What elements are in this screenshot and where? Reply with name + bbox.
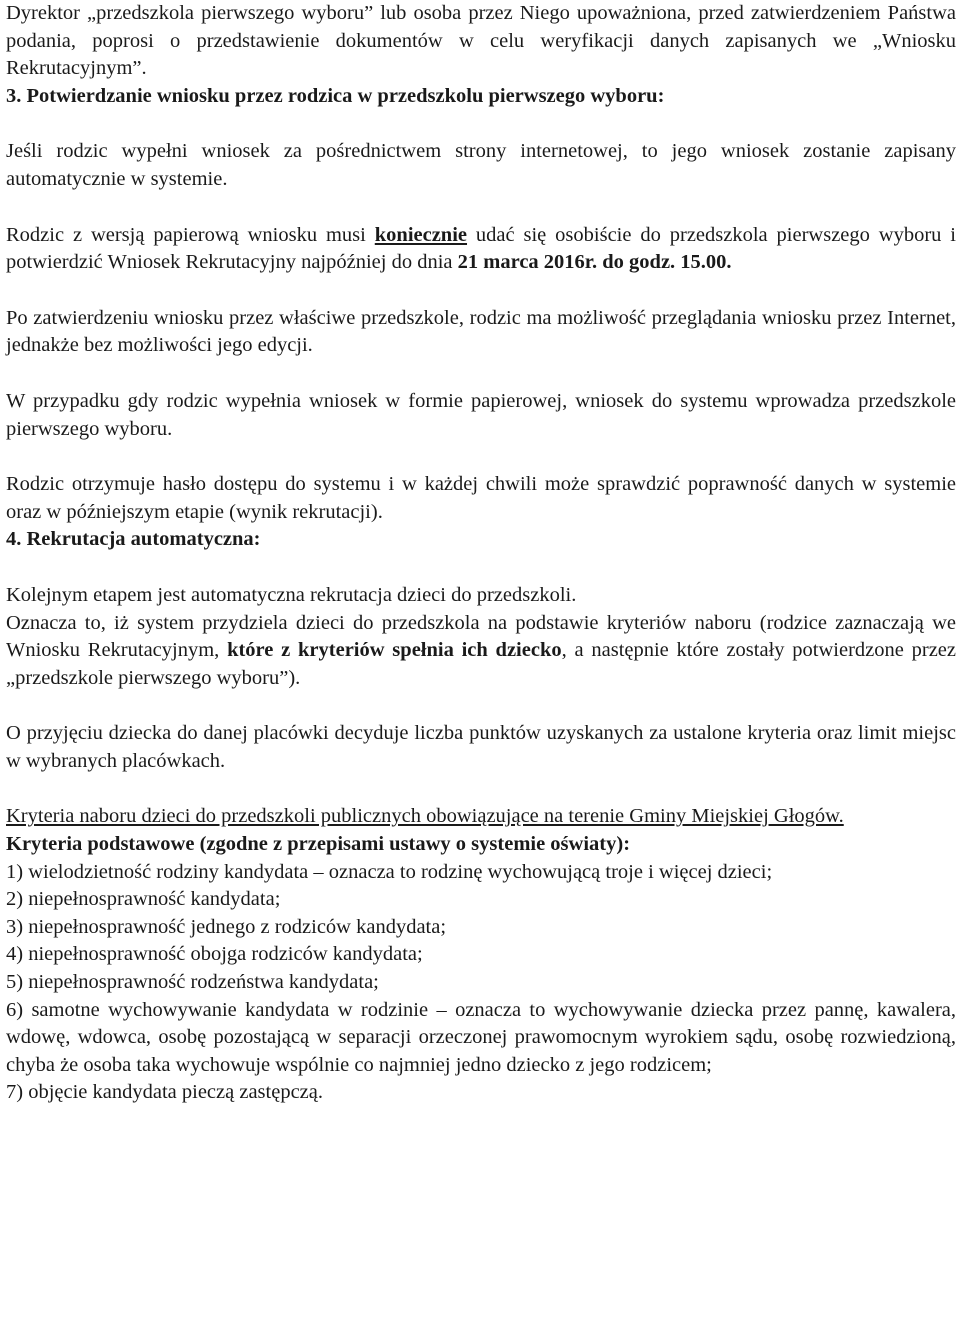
paragraph-text: Oznacza to, iż system przydziela dzieci do przedszkola na podstawie kryteriów naboru (rodzice zaznaczają we Wniosku Rekrutacyjnym, — [6, 611, 956, 662]
section-4-paragraph-1: Kolejnym etapem jest automatyczna rekrutacja dzieci do przedszkoli. — [6, 583, 577, 606]
list-item: 1) wielodzietność rodziny kandydata – oznacza to rodzinę wychowującą troje i więcej dzieci; — [6, 860, 773, 883]
basic-criteria-list — [6, 859, 956, 1107]
deadline-text: 21 marca 2016r. do godz. 15.00. — [457, 251, 732, 274]
section-3-paragraph-2 — [6, 222, 956, 277]
list-item: 4) niepełnosprawność obojga rodziców kandydata; — [6, 943, 423, 966]
list-item: 6) samotne wychowywanie kandydata w rodzinie – oznacza to wychowywanie dziecka przez pannę, kawalera, wdowę, wdowca, osobę pozostającą w separacji orzeczonej prawomocnym wyrokiem sądu, osobę rozwiedzioną, chyba że osoba taka wychowuje wspólnie co najmniej jedno dziecko z jego rodzicem; — [6, 998, 956, 1076]
section-4-paragraph-3: O przyjęciu dziecka do danej placówki decyduje liczba punktów uzyskanych za ustalone kryteria oraz limit miejsc w wybranych placówkach. — [6, 722, 956, 772]
paragraph-text: udać się osobiście do przedszkola pierwszego wyboru i potwierdzić Wniosek Rekrutacyjny najpóźniej do dnia — [6, 223, 957, 274]
document-page — [6, 0, 956, 1107]
paragraph-text: , a następnie które zostały potwierdzone przez „przedszkole pierwszego wyboru”). — [6, 639, 956, 689]
section-4-heading: 4. Rekrutacja automatyczna: — [6, 528, 261, 551]
list-item: 3) niepełnosprawność jednego z rodziców kandydata; — [6, 915, 447, 938]
section-3-paragraph-5: Rodzic otrzymuje hasło dostępu do systemu i w każdej chwili może sprawdzić poprawność danych w systemie oraz w późniejszym etapie (wynik rekrutacji). — [6, 473, 956, 523]
list-item: 7) objęcie kandydata pieczą zastępczą. — [6, 1081, 323, 1104]
intro-paragraph: Dyrektor „przedszkola pierwszego wyboru” lub osoba przez Niego upoważniona, przed zatwierdzeniem Państwa podania, poprosi o przedstawienie dokumentów w celu weryfikacji danych zapisanych we „Wniosku Rekrutacyjnym”. — [6, 2, 956, 80]
paragraph-text: Rodzic z wersją papierową wniosku musi — [6, 223, 375, 246]
bold-criteria-text: które z kryteriów spełnia ich dziecko — [227, 639, 562, 662]
section-3-heading: 3. Potwierdzanie wniosku przez rodzica w przedszkolu pierwszego wyboru: — [6, 84, 665, 107]
criteria-title: Kryteria naboru dzieci do przedszkoli publicznych obowiązujące na terenie Gminy Miejskiej Głogów. — [6, 805, 844, 828]
emphasis-koniecznie: koniecznie — [374, 223, 468, 246]
section-3-paragraph-1: Jeśli rodzic wypełni wniosek za pośrednictwem strony internetowej, to jego wniosek zostanie zapisany automatycznie w systemie. — [6, 140, 956, 190]
list-item: 5) niepełnosprawność rodzeństwa kandydata; — [6, 971, 379, 994]
section-3-paragraph-3: Po zatwierdzeniu wniosku przez właściwe przedszkole, rodzic ma możliwość przeglądania wniosku przez Internet, jednakże bez możliwości jego edycji. — [6, 306, 956, 357]
section-4-paragraph-2 — [6, 610, 956, 693]
basic-criteria-title: Kryteria podstawowe (zgodne z przepisami ustawy o systemie oświaty): — [6, 833, 631, 856]
section-3-paragraph-4: W przypadku gdy rodzic wypełnia wniosek w formie papierowej, wniosek do systemu wprowadza przedszkole pierwszego wyboru. — [6, 389, 956, 440]
list-item: 2) niepełnosprawność kandydata; — [6, 888, 281, 911]
